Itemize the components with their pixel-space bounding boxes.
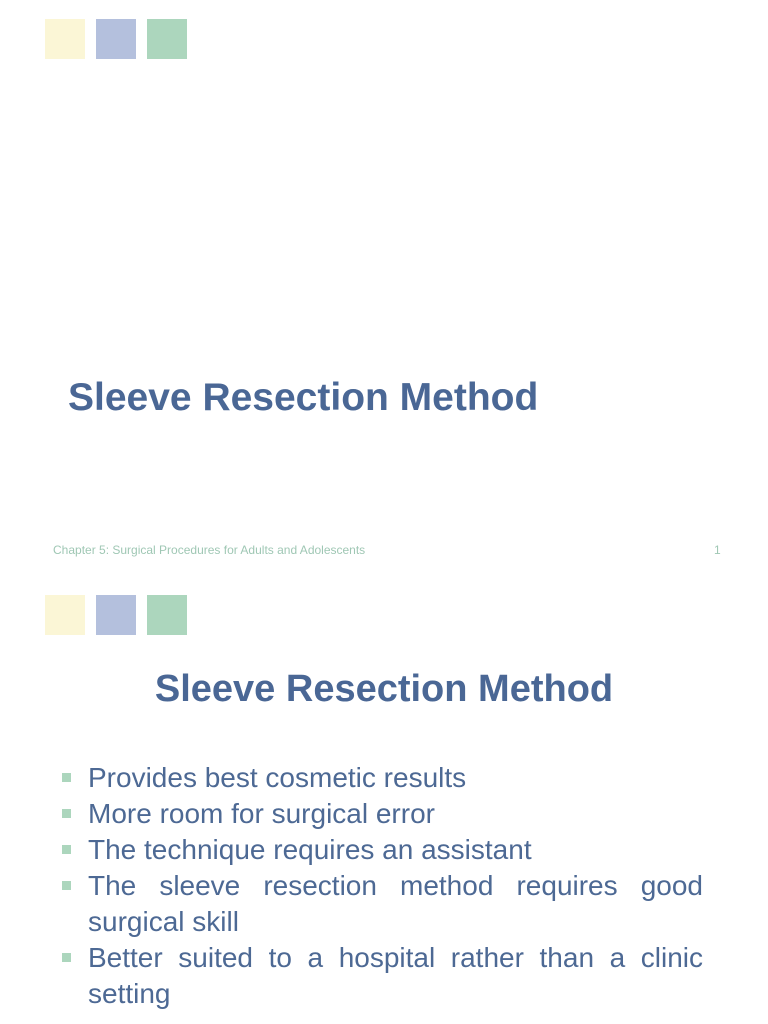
bullet-text: Provides best cosmetic results — [88, 762, 467, 793]
square-bullet-icon — [62, 881, 71, 890]
yellow-square-icon — [45, 595, 85, 635]
bullet-text: The sleeve resection method requires good surgical skill — [88, 870, 703, 937]
decorative-squares — [45, 595, 187, 635]
green-square-icon — [147, 19, 187, 59]
bullet-text: More room for surgical error — [88, 798, 435, 829]
yellow-square-icon — [45, 19, 85, 59]
page-number: 1 — [714, 543, 721, 557]
slide-title: Sleeve Resection Method — [154, 668, 614, 710]
bullet-list — [60, 760, 703, 1012]
bullet-item — [60, 760, 703, 796]
green-square-icon — [147, 595, 187, 635]
square-bullet-icon — [62, 809, 71, 818]
square-bullet-icon — [62, 773, 71, 782]
slide-title: Sleeve Resection Method — [68, 376, 539, 419]
bullet-text: Better suited to a hospital rather than a clinic setting — [88, 942, 703, 1009]
bullet-item — [60, 940, 703, 1012]
slide-footer: Chapter 5: Surgical Procedures for Adults and Adolescents — [53, 543, 366, 557]
bullet-item — [60, 832, 703, 868]
decorative-squares — [45, 19, 187, 59]
blue-square-icon — [96, 595, 136, 635]
bullet-text: The technique requires an assistant — [88, 834, 532, 865]
bullet-item — [60, 868, 703, 940]
blue-square-icon — [96, 19, 136, 59]
square-bullet-icon — [62, 953, 71, 962]
slide-2 — [0, 576, 768, 1024]
square-bullet-icon — [62, 845, 71, 854]
bullet-item — [60, 796, 703, 832]
